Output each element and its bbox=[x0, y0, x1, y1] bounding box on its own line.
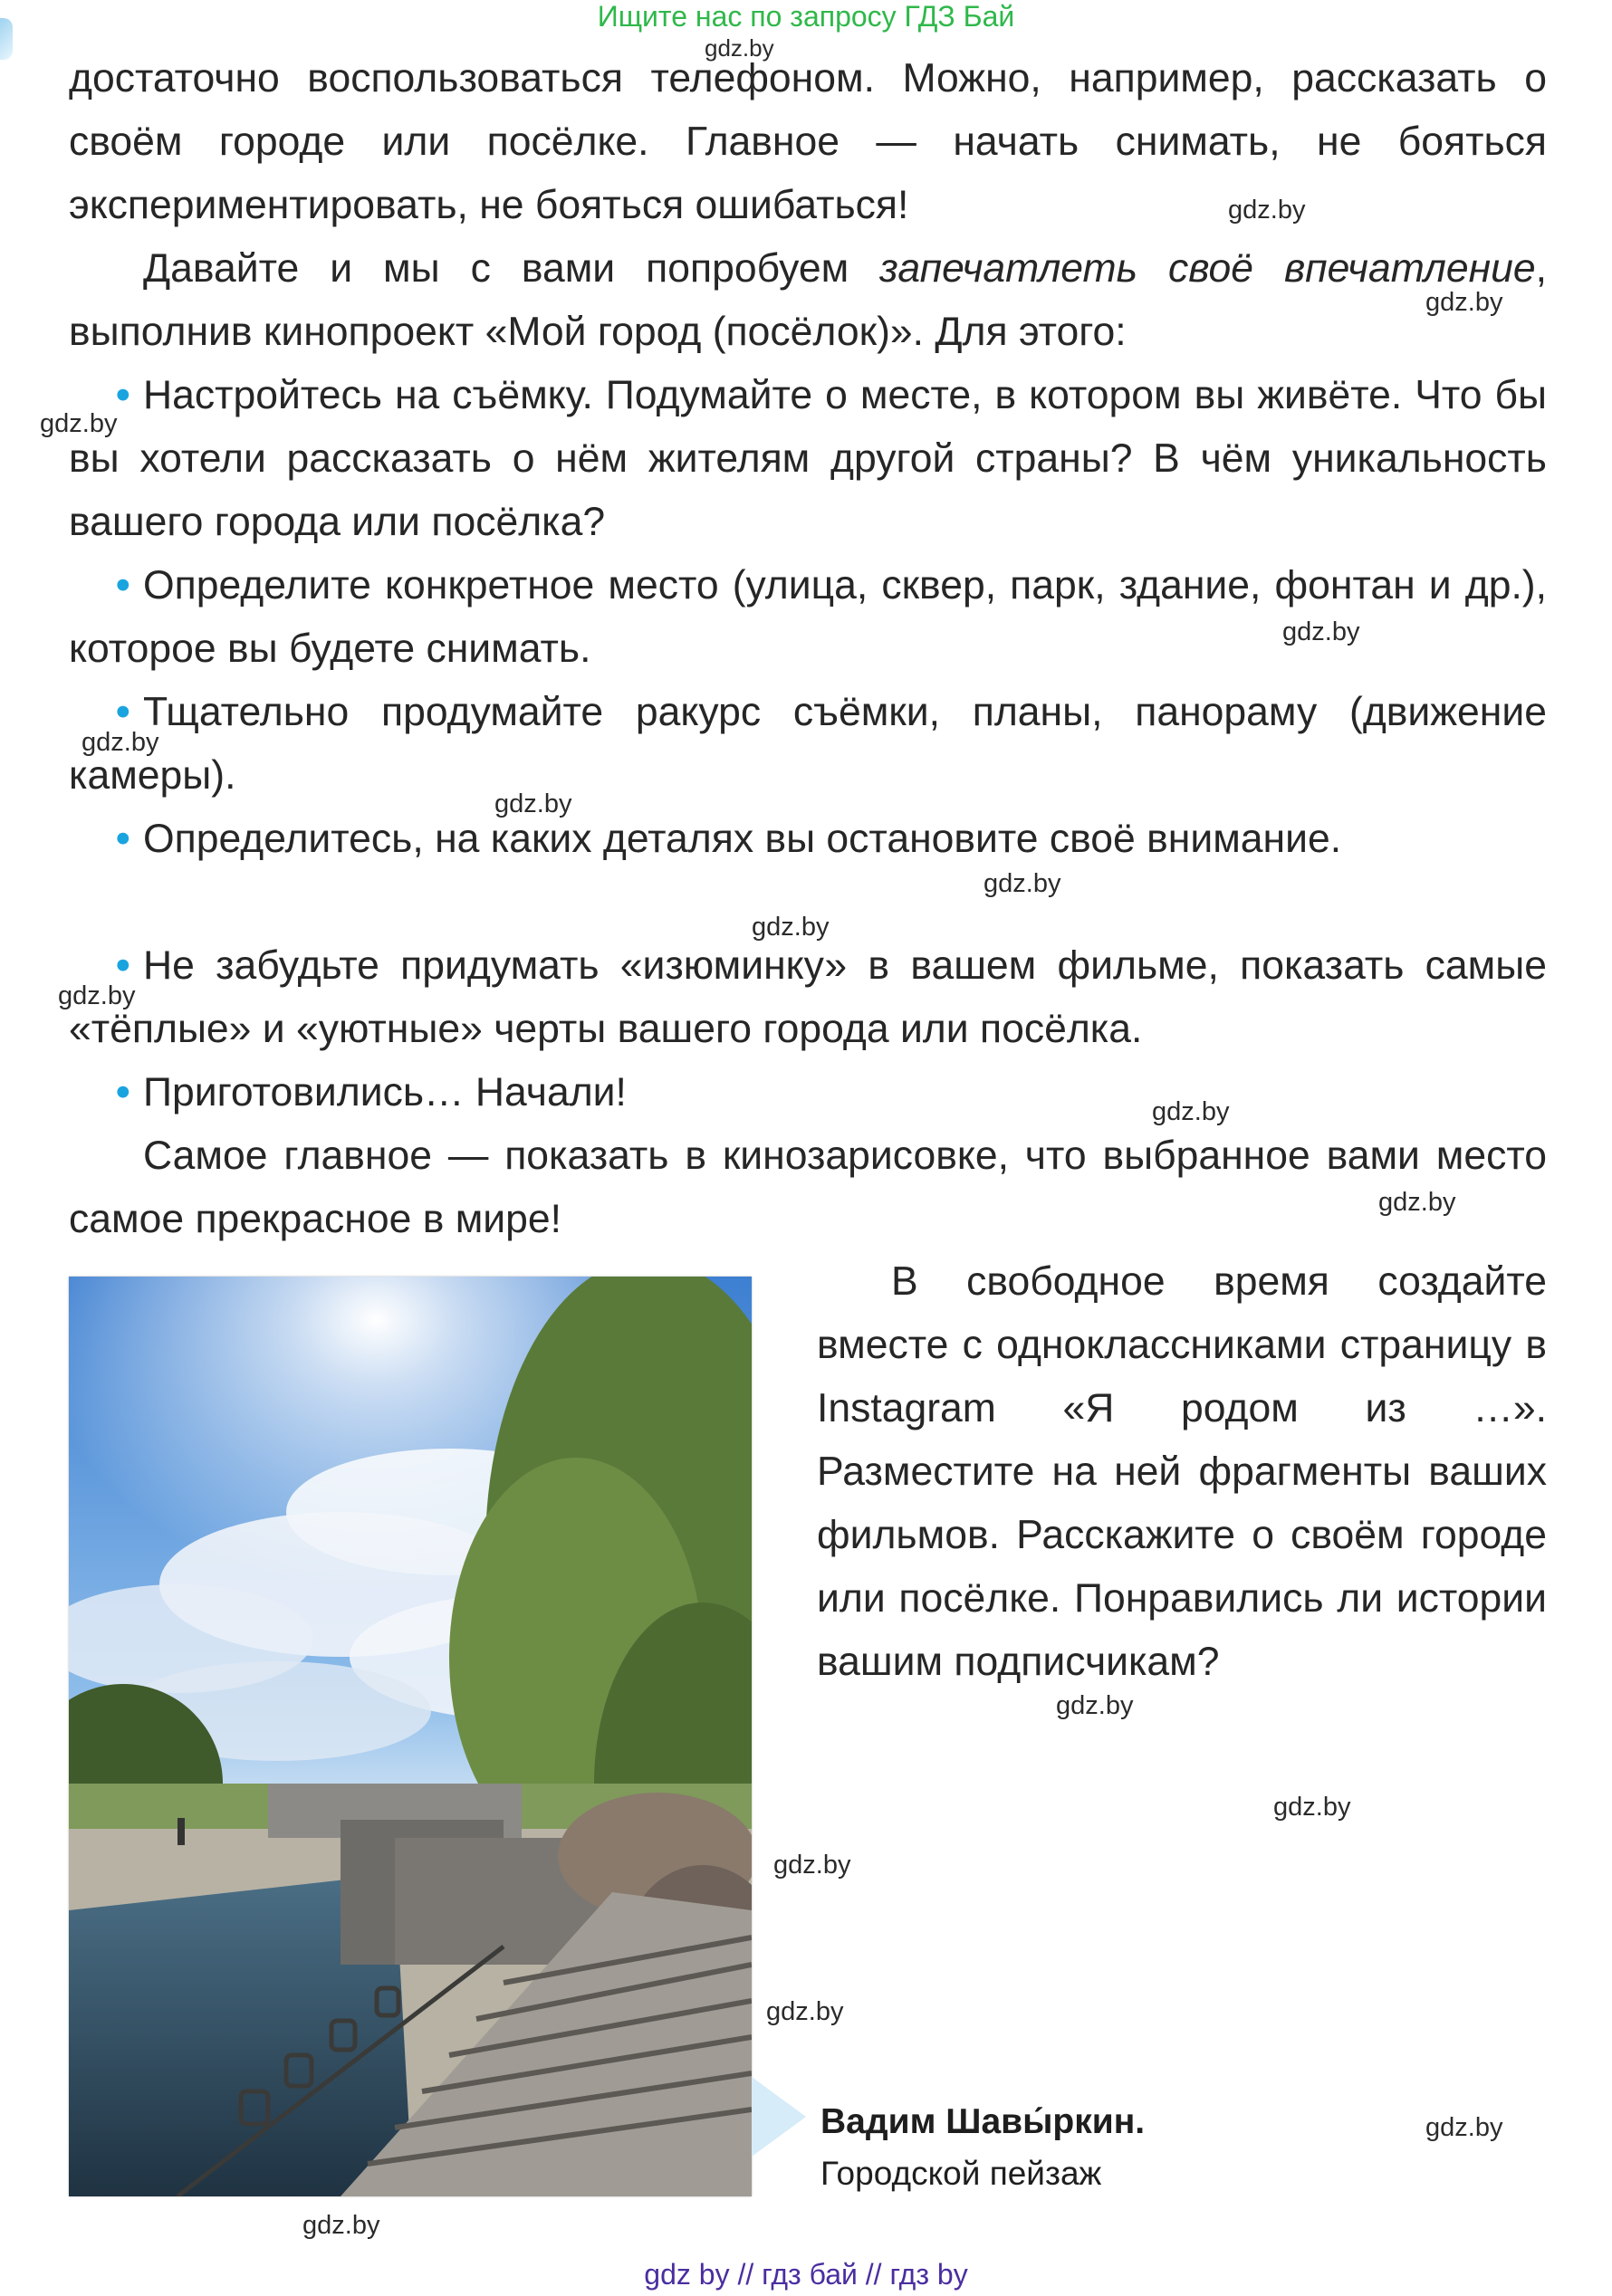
caption-author: Вадим Шавы́ркин. bbox=[820, 2102, 1146, 2141]
paragraph-project-start: Давайте и мы с вами попробуем bbox=[143, 246, 880, 291]
bullet-text: Тщательно продумайте ракурс съёмки, планы, панораму (движение камеры). bbox=[69, 690, 1547, 798]
paragraph-intro: достаточно воспользоваться телефоном. Можно, например, рассказать о своём городе или посёлке. Главное — начать снимать, не бояться экспериментировать, не бояться ошибаться! bbox=[69, 56, 1547, 227]
caption-title: Городской пейзаж bbox=[820, 2155, 1102, 2192]
watermark: gdz.by bbox=[1378, 1188, 1456, 1217]
bullet-text: Приготовились… Начали! bbox=[143, 1070, 627, 1115]
bullet-text: Определите конкретное место (улица, сквер, парк, здание, фонтан и др.), которое вы будете снимать. bbox=[69, 563, 1547, 671]
watermark: gdz.by bbox=[705, 34, 774, 62]
watermark: gdz.by bbox=[40, 409, 118, 438]
watermark: gdz.by bbox=[82, 728, 159, 757]
watermark: gdz.by bbox=[766, 1997, 844, 2026]
paragraph-project-italic: запечатлеть своё впечатление bbox=[879, 246, 1536, 291]
bullet-text: Не забудьте придумать «изюминку» в вашем фильме, показать самые «тёплые» и «уютные» черты вашего города или посёлка. bbox=[69, 943, 1547, 1051]
bottom-links[interactable]: gdz by // гдз бай // гдз by bbox=[644, 2258, 968, 2291]
paragraph-instagram-task: В свободное время создайте вместе с одноклассниками страницу в Instagram «Я родом из …». Разместите на ней фрагменты ваших фильмов. Расскажите о своём городе или посёлке. Понравились ли истории вашим подписчикам? bbox=[817, 1259, 1547, 1684]
watermark: gdz.by bbox=[773, 1851, 851, 1880]
watermark: gdz.by bbox=[302, 2211, 380, 2240]
watermark: gdz.by bbox=[1282, 617, 1360, 646]
paragraph-project-end: , выполнив кинопроект «Мой город (посёлок)». Для этого: bbox=[69, 246, 1547, 354]
bullet-text: Определитесь, на каких деталях вы остановите своё внимание. bbox=[143, 817, 1342, 861]
watermark: gdz.by bbox=[494, 789, 572, 818]
bullet-item: • Настройтесь на съёмку. Подумайте о месте, в котором вы живёте. Что бы вы хотели рассказать о нём жителям другой страны? В чём уникальность вашего города или посёлка? bbox=[69, 373, 1547, 544]
city-landscape-photo bbox=[69, 1277, 752, 2196]
watermark: gdz.by bbox=[1425, 2113, 1503, 2142]
bullet-item: • Тщательно продумайте ракурс съёмки, планы, панораму (движение камеры). bbox=[69, 690, 1547, 798]
bullet-item: • Приготовились… Начали! bbox=[116, 1070, 627, 1115]
watermark: gdz.by bbox=[1228, 196, 1306, 225]
bullet-item: • Не забудьте придумать «изюминку» в вашем фильме, показать самые «тёплые» и «уютные» черты вашего города или посёлка. bbox=[69, 943, 1547, 1051]
bullet-item: • Определитесь, на каких деталях вы остановите своё внимание. bbox=[116, 817, 1342, 861]
watermark: gdz.by bbox=[752, 913, 830, 942]
caption-pointer-arrow bbox=[752, 2077, 806, 2157]
landscape-illustration bbox=[69, 1277, 752, 2196]
bullet-item: • Определите конкретное место (улица, сквер, парк, здание, фонтан и др.), которое вы будете снимать. bbox=[69, 563, 1547, 671]
watermark: gdz.by bbox=[1056, 1691, 1134, 1720]
paragraph-main-idea: Самое главное — показать в кинозарисовке, что выбранное вами место самое прекрасное в мире! bbox=[69, 1134, 1547, 1241]
watermark: gdz.by bbox=[1425, 288, 1503, 317]
bullet-text: Настройтесь на съёмку. Подумайте о месте, в котором вы живёте. Что бы вы хотели рассказать о нём жителям другой страны? В чём уникальность вашего города или посёлка? bbox=[69, 373, 1547, 544]
paragraph-project bbox=[69, 237, 1547, 364]
watermark: gdz.by bbox=[1273, 1793, 1351, 1822]
watermark: gdz.by bbox=[984, 869, 1061, 898]
watermark: gdz.by bbox=[1152, 1097, 1230, 1126]
watermark: gdz.by bbox=[58, 981, 136, 1010]
top-banner[interactable]: Ищите нас по запросу ГДЗ Бай bbox=[597, 0, 1015, 33]
